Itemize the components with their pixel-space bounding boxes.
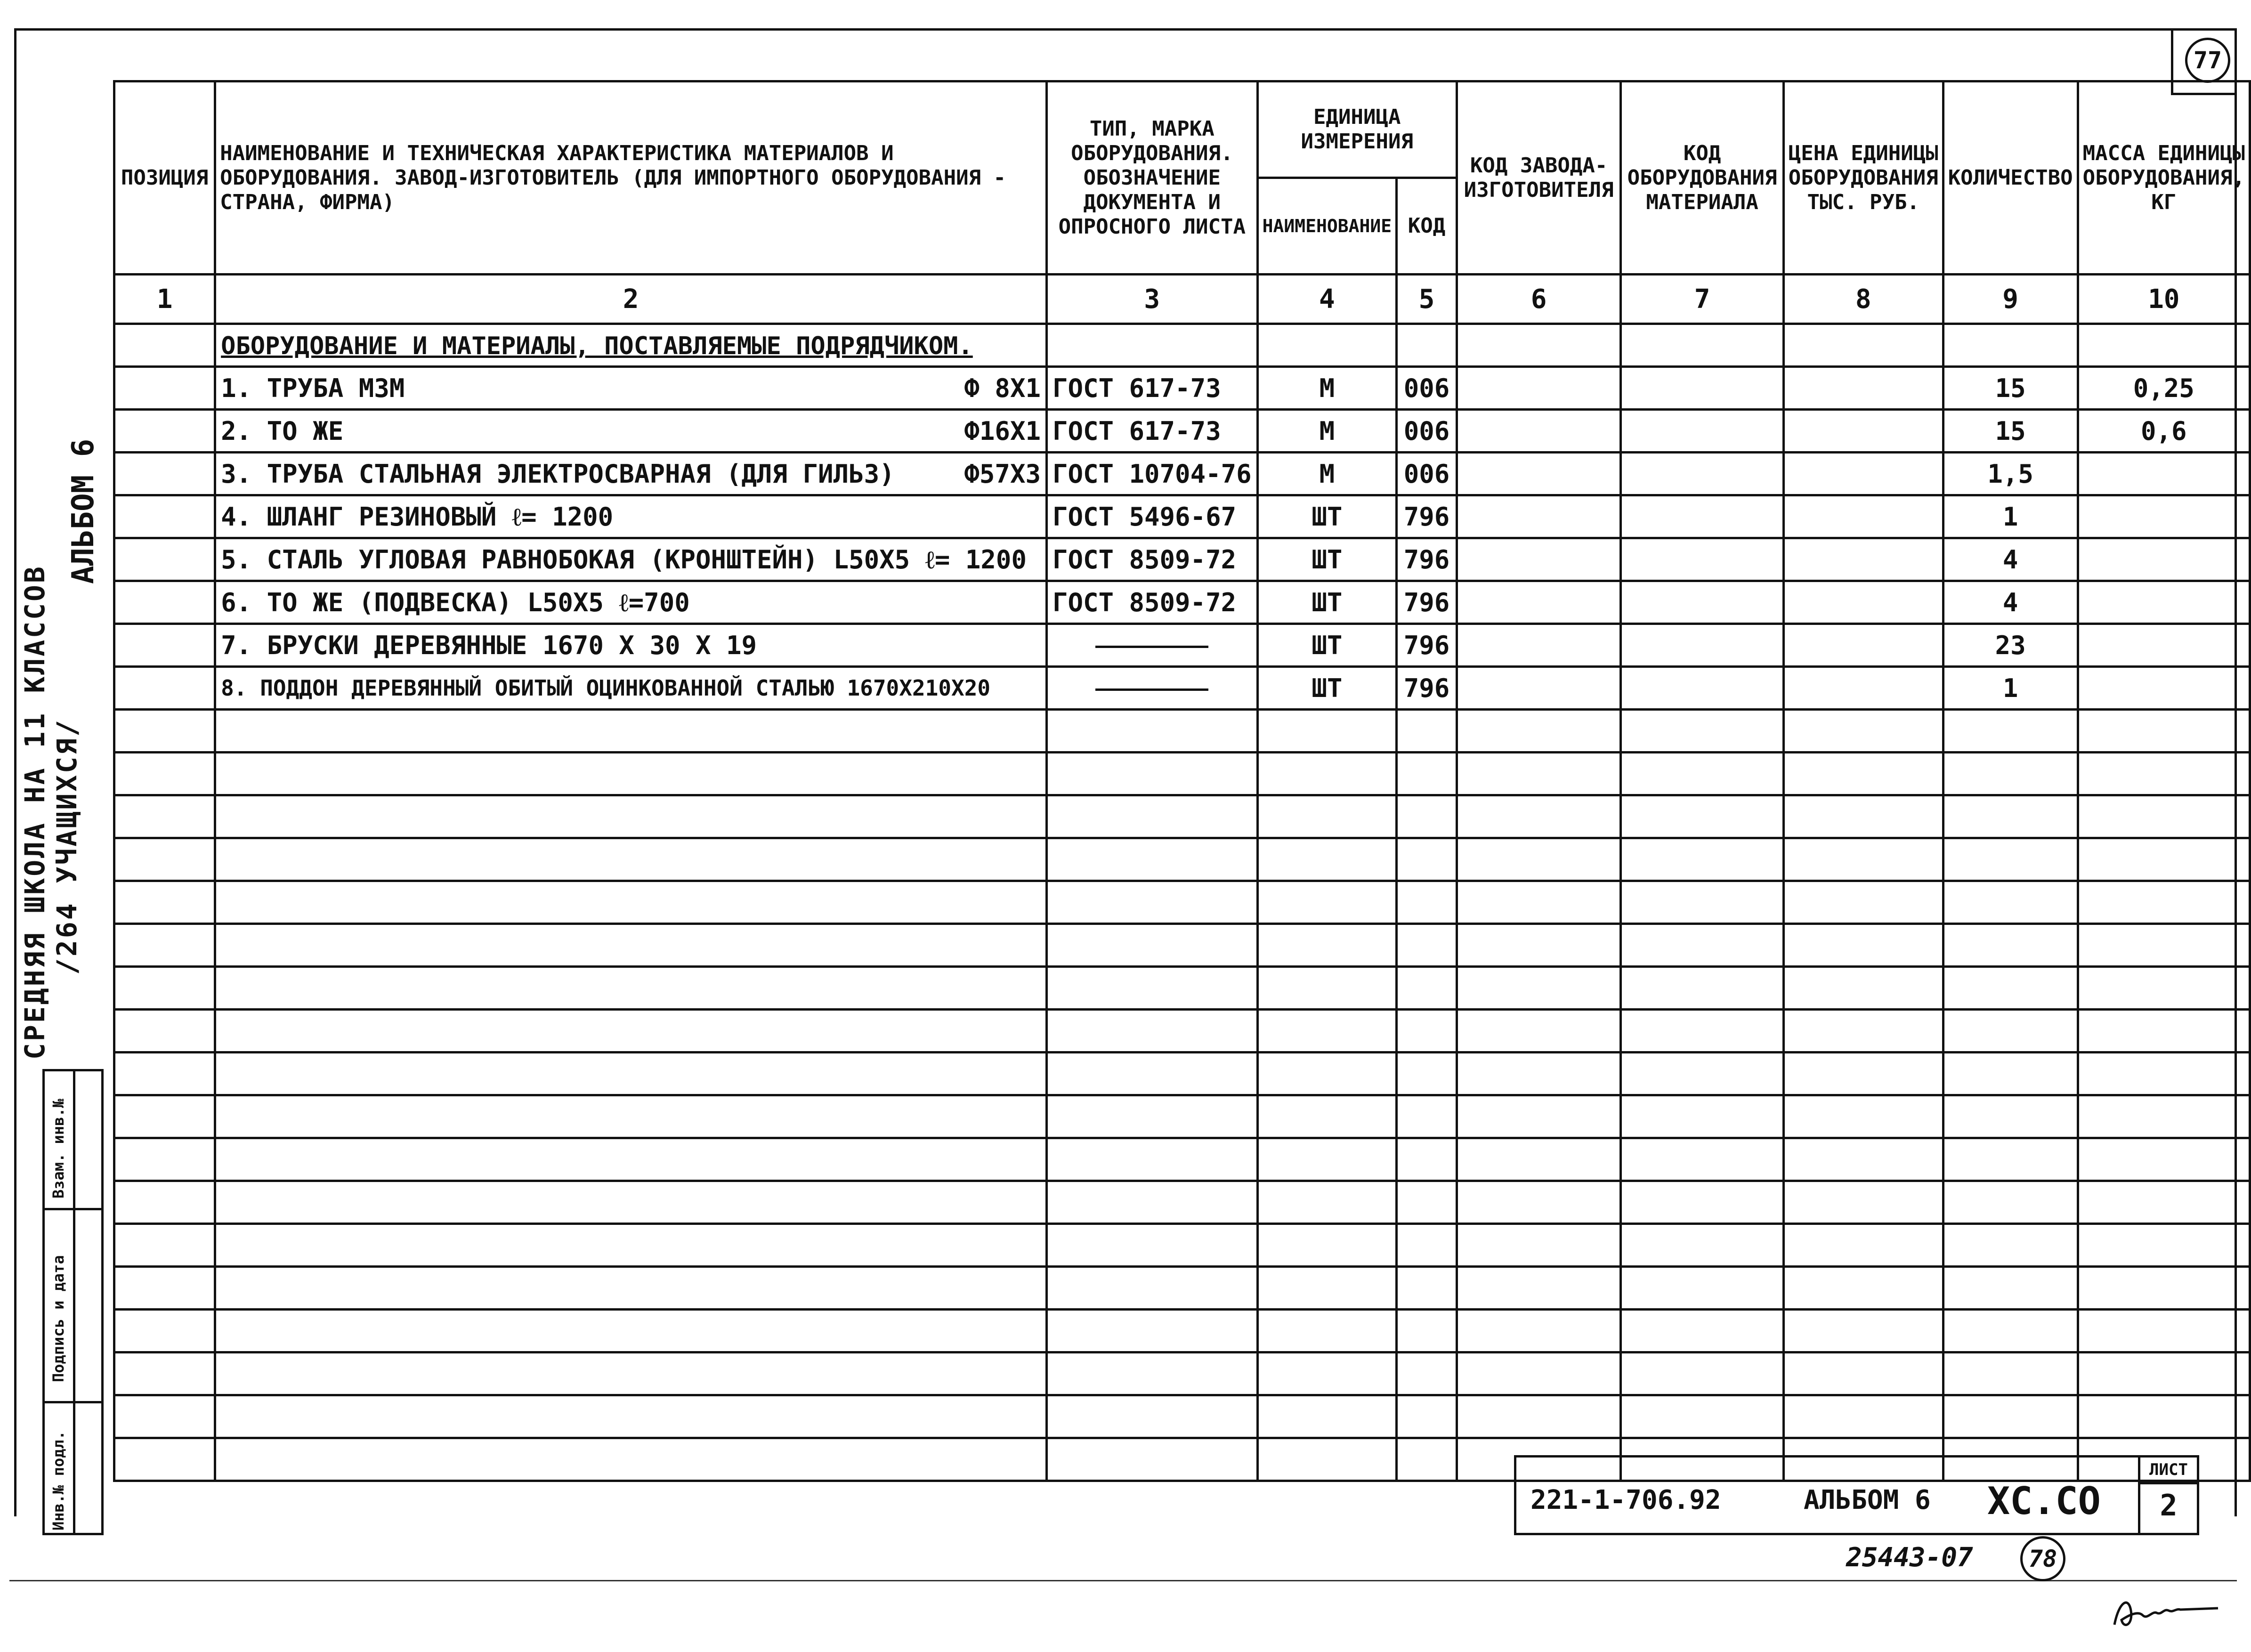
item-doc: ГОСТ 5496-67 (1046, 495, 1257, 538)
section-row (114, 324, 2250, 367)
empty-row (114, 1310, 2250, 1352)
page-number-top: 77 (2185, 38, 2230, 83)
item-qty: 1 (1943, 495, 2078, 538)
item-unit: ШТ (1257, 495, 1397, 538)
item-unit: ШТ (1257, 581, 1397, 624)
col-num: 10 (2078, 275, 2250, 324)
empty-row (114, 753, 2250, 795)
inventory-number: 25443-07 (1846, 1542, 1973, 1573)
empty-row (114, 1224, 2250, 1267)
handwritten-signature (2110, 1582, 2223, 1634)
item-spec: Ф16Х1 (964, 416, 1041, 446)
album-label: АЛЬБОМ 6 (1804, 1485, 1931, 1515)
item-unit: ШТ (1257, 624, 1397, 667)
dash-placeholder (1095, 646, 1208, 648)
item-unit: ШТ (1257, 538, 1397, 581)
item-qty: 4 (1943, 538, 2078, 581)
item-spec: Ф57Х3 (964, 459, 1041, 489)
item-doc: ГОСТ 10704-76 (1046, 453, 1257, 495)
section-title: ОБОРУДОВАНИЕ И МАТЕРИАЛЫ, ПОСТАВЛЯЕМЫЕ ПОДРЯДЧИКОМ. (221, 332, 973, 360)
item-mass (2078, 581, 2250, 624)
item-mass (2078, 453, 2250, 495)
table-row (114, 538, 2250, 581)
item-name: 7. БРУСКИ ДЕРЕВЯННЫЕ 1670 Х 30 Х 19 (221, 630, 757, 660)
stamp-label-inv: Инв.№ подл. (49, 1431, 67, 1531)
stamp-divider (45, 1401, 101, 1403)
item-code: 796 (1397, 624, 1457, 667)
table-row (114, 410, 2250, 453)
col-num: 8 (1783, 275, 1943, 324)
item-mass (2078, 624, 2250, 667)
empty-row (114, 967, 2250, 1010)
header-name: НАИМЕНОВАНИЕ И ТЕХНИЧЕСКАЯ ХАРАКТЕРИСТИКА МАТЕРИАЛОВ И ОБОРУДОВАНИЯ. ЗАВОД-ИЗГОТОВИТЕЛЬ (ДЛЯ ИМПОРТНОГО ОБОРУДОВАНИЯ - СТРАНА, ФИРМА) (215, 81, 1047, 275)
sheet-cell (2138, 1458, 2197, 1533)
empty-row (114, 1395, 2250, 1438)
item-code: 006 (1397, 367, 1457, 410)
bottom-rule (9, 1580, 2237, 1581)
header-material-code: КОД ОБОРУДОВАНИЯ МАТЕРИАЛА (1621, 81, 1783, 275)
item-qty: 1,5 (1943, 453, 2078, 495)
col-num: 2 (215, 275, 1047, 324)
item-doc: ГОСТ 8509-72 (1046, 538, 1257, 581)
item-name: 2. ТО ЖЕ (221, 416, 344, 446)
table-row (114, 453, 2250, 495)
item-name: 8. ПОДДОН ДЕРЕВЯННЫЙ ОБИТЫЙ ОЦИНКОВАННОЙ СТАЛЬЮ 1670Х210Х20 (221, 675, 991, 701)
item-code: 796 (1397, 581, 1457, 624)
item-code: 796 (1397, 538, 1457, 581)
empty-row (114, 881, 2250, 924)
empty-row (114, 1267, 2250, 1310)
table-row (114, 495, 2250, 538)
header-type: ТИП, МАРКА ОБОРУДОВАНИЯ. ОБОЗНАЧЕНИЕ ДОКУМЕНТА И ОПРОСНОГО ЛИСТА (1046, 81, 1257, 275)
item-code: 796 (1397, 667, 1457, 710)
col-num: 4 (1257, 275, 1397, 324)
stamp-divider (45, 1208, 101, 1210)
col-num: 1 (114, 275, 215, 324)
title-block (1514, 1455, 2199, 1535)
item-qty: 23 (1943, 624, 2078, 667)
document-code: 221-1-706.92 (1530, 1485, 1721, 1515)
stamp-label-podpis: Подпись и дата (49, 1255, 67, 1382)
col-num: 5 (1397, 275, 1457, 324)
item-name: 1. ТРУБА М3М (221, 373, 405, 403)
project-title-line2: /264 УЧАЩИХСЯ/ (51, 718, 83, 975)
stamp-inner-divider (73, 1071, 75, 1533)
empty-row (114, 1138, 2250, 1181)
item-code: 006 (1397, 410, 1457, 453)
album-vertical-label: АЛЬБОМ 6 (66, 438, 101, 584)
header-factory-code: КОД ЗАВОДА-ИЗГОТОВИТЕЛЯ (1457, 81, 1621, 275)
item-mass: 0,6 (2078, 410, 2250, 453)
col-num: 6 (1457, 275, 1621, 324)
col-num: 3 (1046, 275, 1257, 324)
header-unit-group: ЕДИНИЦА ИЗМЕРЕНИЯ (1257, 81, 1457, 178)
project-title-vertical (19, 400, 83, 1060)
empty-row (114, 1181, 2250, 1224)
item-name: 3. ТРУБА СТАЛЬНАЯ ЭЛЕКТРОСВАРНАЯ (ДЛЯ ГИЛЬЗ) (221, 459, 895, 489)
project-title-line1: СРЕДНЯЯ ШКОЛА НА 11 КЛАССОВ (19, 565, 51, 1060)
column-number-row (114, 275, 2250, 324)
table-row (114, 581, 2250, 624)
header-price: ЦЕНА ЕДИНИЦЫ ОБОРУДОВАНИЯ ТЫС. РУБ. (1783, 81, 1943, 275)
col-num: 7 (1621, 275, 1783, 324)
document-mark: ХС.СО (1987, 1479, 2101, 1523)
sheet-number: 2 (2160, 1488, 2178, 1522)
header-unit-code: КОД (1397, 178, 1457, 275)
col-num: 9 (1943, 275, 2078, 324)
empty-row (114, 1352, 2250, 1395)
empty-row (114, 924, 2250, 967)
dash-placeholder (1095, 688, 1208, 691)
approval-stamp-box (42, 1069, 104, 1535)
sheet-label: ЛИСТ (2140, 1458, 2197, 1484)
item-qty: 15 (1943, 410, 2078, 453)
item-mass (2078, 667, 2250, 710)
table-row (114, 367, 2250, 410)
item-name: 5. СТАЛЬ УГЛОВАЯ РАВНОБОКАЯ (КРОНШТЕЙН) L50Х5 ℓ= 1200 (221, 544, 1027, 575)
item-unit: М (1257, 410, 1397, 453)
item-code: 006 (1397, 453, 1457, 495)
item-unit: ШТ (1257, 667, 1397, 710)
item-qty: 4 (1943, 581, 2078, 624)
specification-table (113, 80, 2251, 1482)
empty-row (114, 838, 2250, 881)
item-name: 4. ШЛАНГ РЕЗИНОВЫЙ ℓ= 1200 (221, 502, 614, 532)
page-number-bottom: 78 (2020, 1536, 2065, 1581)
stamp-label-vzam: Взам. инв.№ (49, 1099, 67, 1199)
item-name: 6. ТО ЖЕ (ПОДВЕСКА) L50Х5 ℓ=700 (221, 587, 690, 617)
item-doc: ГОСТ 617-73 (1046, 367, 1257, 410)
item-unit: М (1257, 453, 1397, 495)
item-unit: М (1257, 367, 1397, 410)
item-doc: ГОСТ 617-73 (1046, 410, 1257, 453)
empty-row (114, 1010, 2250, 1053)
empty-row (114, 795, 2250, 838)
table-row (114, 624, 2250, 667)
item-mass: 0,25 (2078, 367, 2250, 410)
item-mass (2078, 495, 2250, 538)
header-quantity: КОЛИЧЕСТВО (1943, 81, 2078, 275)
empty-row (114, 710, 2250, 753)
header-position: ПОЗИЦИЯ (114, 81, 215, 275)
item-spec: Ф 8Х1 (964, 373, 1041, 403)
item-mass (2078, 538, 2250, 581)
empty-row (114, 1053, 2250, 1095)
header-unit-name: НАИМЕНОВАНИЕ (1257, 178, 1397, 275)
header-mass: МАССА ЕДИНИЦЫ ОБОРУДОВАНИЯ, КГ (2078, 81, 2250, 275)
item-qty: 15 (1943, 367, 2078, 410)
item-doc: ГОСТ 8509-72 (1046, 581, 1257, 624)
item-qty: 1 (1943, 667, 2078, 710)
item-code: 796 (1397, 495, 1457, 538)
table-row (114, 667, 2250, 710)
empty-row (114, 1095, 2250, 1138)
